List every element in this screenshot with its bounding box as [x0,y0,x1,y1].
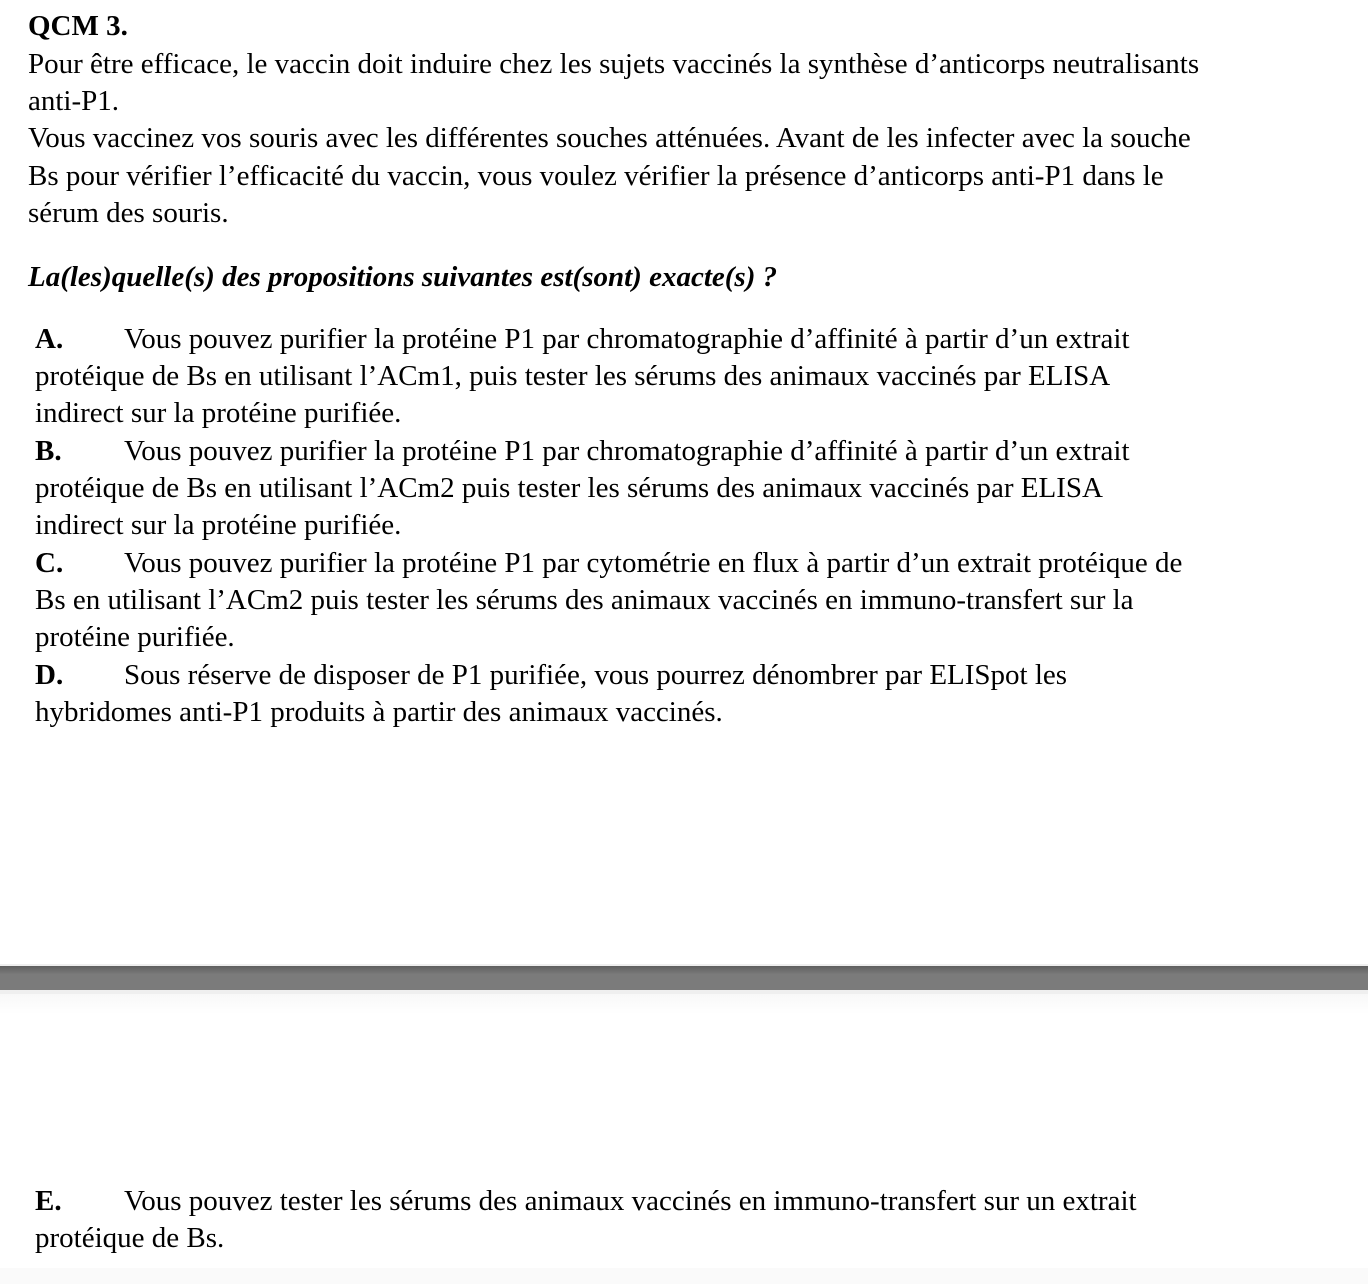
option-text: protéine purifiée. [35,621,235,653]
option-text: protéique de Bs en utilisant l’ACm2 puis tester les sérums des animaux vaccinés par ELISA [35,472,1103,504]
intro-line: sérum des souris. [28,197,229,229]
intro-line: anti-P1. [28,85,120,117]
option-label: B. [35,435,62,467]
page-shadow [0,994,1368,1014]
option-text: indirect sur la protéine purifiée. [35,397,402,429]
intro-line: Vous vaccinez vos souris avec les différentes souches atténuées. Avant de les infecter avec la souche [28,122,1191,154]
option-text: protéique de Bs en utilisant l’ACm1, puis tester les sérums des animaux vaccinés par ELISA [35,360,1111,392]
option-text: hybridomes anti-P1 produits à partir des animaux vaccinés. [35,696,723,728]
page-separator-bar [0,966,1368,990]
option-label: C. [35,547,64,579]
option-text: Vous pouvez tester les sérums des animaux vaccinés en immuno-transfert sur un extrait [124,1185,1137,1217]
option-label: D. [35,659,64,691]
option-text: indirect sur la protéine purifiée. [35,509,402,541]
option-text: Sous réserve de disposer de P1 purifiée, vous pourrez dénombrer par ELISpot les [124,659,1068,691]
intro-line: Bs pour vérifier l’efficacité du vaccin, vous voulez vérifier la présence d’anticorps anti-P1 dans le [28,160,1164,192]
option-text: Vous pouvez purifier la protéine P1 par chromatographie d’affinité à partir d’un extrait [124,323,1130,355]
question-prompt: La(les)quelle(s) des propositions suivantes est(sont) exacte(s) ? [28,261,778,293]
qcm-title: QCM 3. [28,10,128,42]
page-bottom-edge [0,1268,1368,1284]
option-label: A. [35,323,64,355]
option-text: Bs en utilisant l’ACm2 puis tester les sérums des animaux vaccinés en immuno-transfert sur la [35,584,1134,616]
option-text: protéique de Bs. [35,1222,225,1254]
option-text: Vous pouvez purifier la protéine P1 par cytométrie en flux à partir d’un extrait protéique de [124,547,1183,579]
intro-line: Pour être efficace, le vaccin doit induire chez les sujets vaccinés la synthèse d’anticorps neutralisants [28,48,1200,80]
option-label: E. [35,1185,62,1217]
option-text: Vous pouvez purifier la protéine P1 par chromatographie d’affinité à partir d’un extrait [124,435,1130,467]
